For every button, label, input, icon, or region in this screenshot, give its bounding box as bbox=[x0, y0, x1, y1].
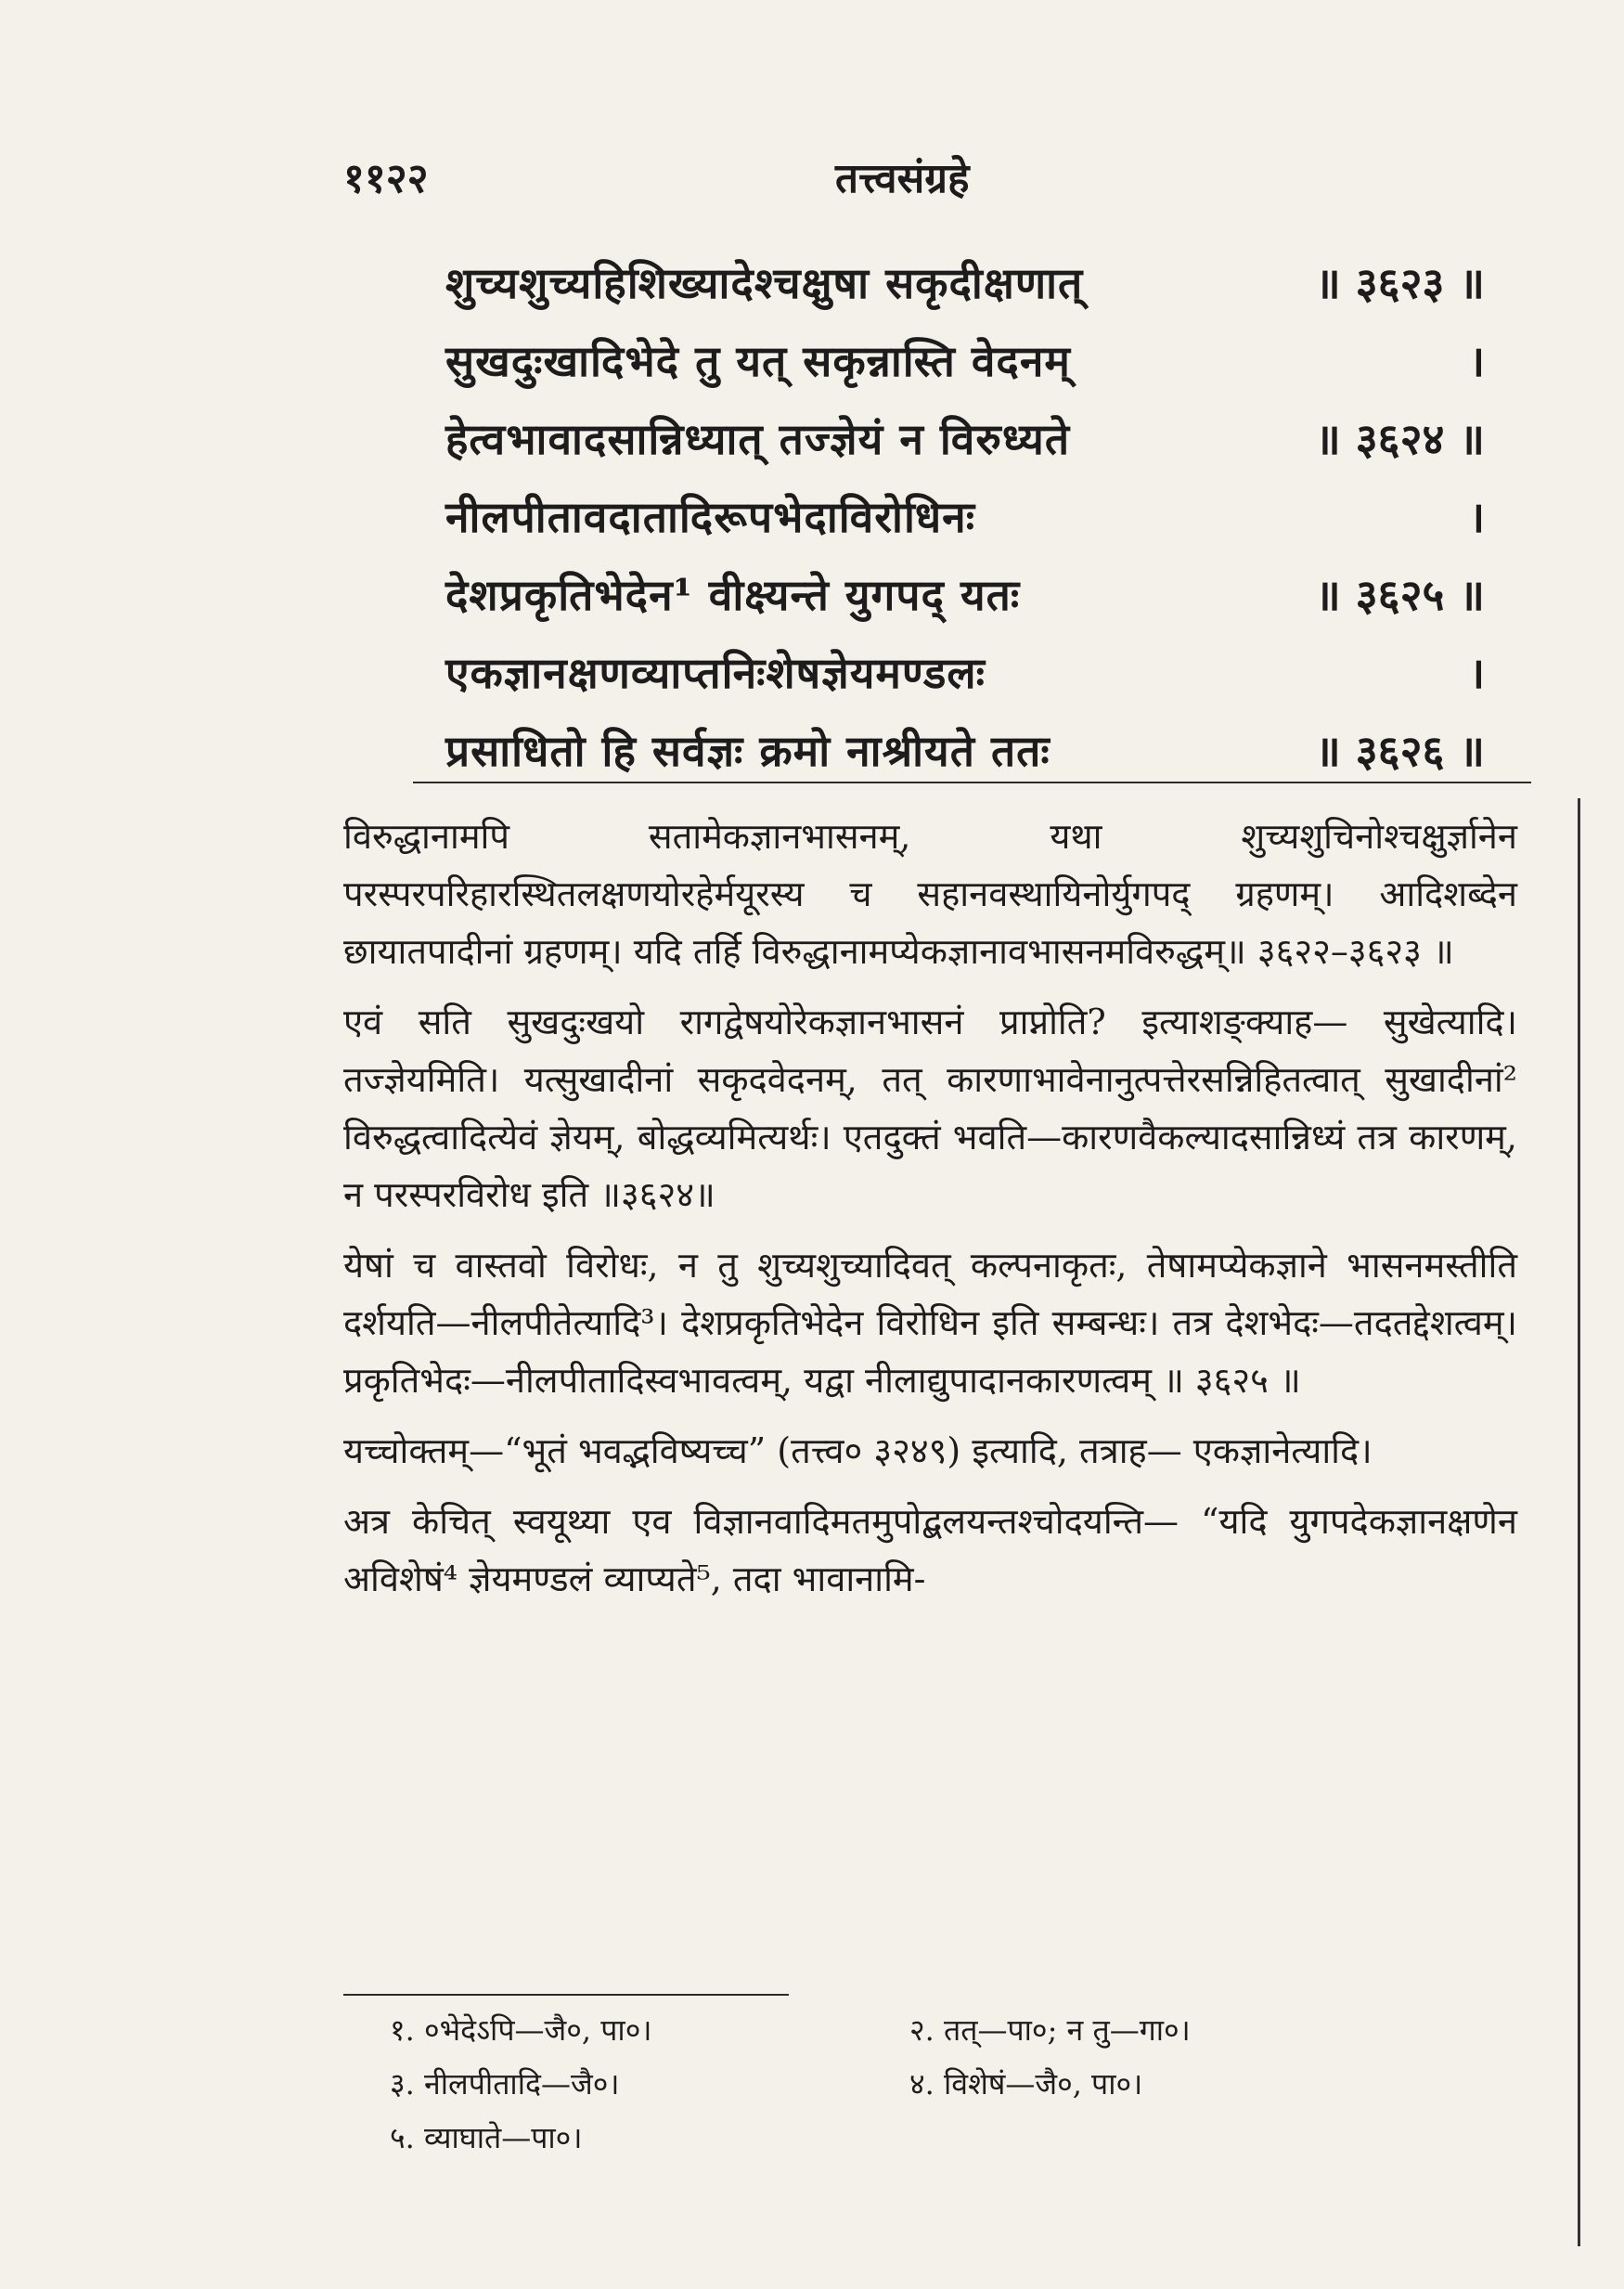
verse-number: ॥ ३६२६ ॥ bbox=[1315, 726, 1485, 776]
verse-text: देशप्रकृतिभेदेन¹ वीक्ष्यन्ते युगपद् यतः bbox=[445, 570, 1021, 620]
verse-danda: । bbox=[1468, 336, 1485, 386]
commentary-paragraph: विरुद्धानामपि सतामेकज्ञानभासनम्, यथा शुच्यशुचिनोश्चक्षुर्ज्ञानेन परस्परपरिहारस्थितलक्षणयोरहेर्मयूरस्य च सहानवस्थायिनोर्युगपद् ग्रहणम्। आदिशब्देन छायातपादीनां ग्रहणम्। यदि तर्हि विरुद्धानामप्येकज्ञानावभासनमविरुद्धम्॥ ३६२२–३६२३ ॥ bbox=[343, 816, 1517, 972]
verse-text: हेत्वभावादसान्निध्यात् तज्ज्ञेयं न विरुध्यते bbox=[445, 414, 1071, 464]
verse-line bbox=[445, 477, 1485, 555]
commentary-paragraph: अत्र केचित् स्वयूथ्या एव विज्ञानवादिमतमुपोद्बलयन्तश्चोदयन्ति— “यदि युगपदेकज्ञानक्षणेन अविशेषं⁴ ज्ञेयमण्डलं व्याप्यते⁵, तदा भावानामि- bbox=[343, 1501, 1517, 1599]
footnote: २. तत्—पा०; न तु—गा०। bbox=[909, 2012, 1191, 2048]
commentary-paragraph: यच्चोक्तम्—“भूतं भवद्भविष्यच्च” (तत्त्व० ३२४९) इत्यादि, तत्राह— एकज्ञानेत्यादि। bbox=[343, 1430, 1373, 1471]
footnote-divider bbox=[343, 1994, 789, 1996]
commentary-block bbox=[343, 808, 1517, 1621]
section-divider bbox=[413, 782, 1531, 783]
verse-number: ॥ ३६२५ ॥ bbox=[1315, 570, 1485, 620]
running-title: तत्त्वसंग्रहे bbox=[835, 155, 970, 202]
commentary-paragraph: येषां च वास्तवो विरोधः, न तु शुच्यशुच्यादिवत् कल्पनाकृतः, तेषामप्येकज्ञाने भासनमस्तीति दर्शयति—नीलपीतेत्यादि³। देशप्रकृतिभेदेन विरोधिन इति सम्बन्धः। तत्र देशभेदः—तदतद्देशत्वम्। प्रकृतिभेदः—नीलपीतादिस्वभावत्वम्, यद्वा नीलाद्युपादानकारणत्वम् ॥ ३६२५ ॥ bbox=[343, 1245, 1517, 1401]
verse-text: नीलपीतावदातादिरूपभेदाविरोधिनः bbox=[445, 492, 975, 542]
commentary-paragraph: एवं सति सुखदुःखयो रागद्वेषयोरेकज्ञानभासनं प्राप्नोति? इत्याशङ्क्याह— सुखेत्यादि। तज्ज्ञेयमिति। यत्सुखादीनां सकृदवेदनम्, तत् कारणाभावेनानुत्पत्तेरसन्निहितत्वात् सुखादीनां² विरुद्धत्वादित्येवं ज्ञेयम्, बोद्धव्यमित्यर्थः। एतदुक्तं भवति—कारणवैकल्यादसान्निध्यं तत्र कारणम्, न परस्परविरोध इति ॥३६२४॥ bbox=[343, 1002, 1517, 1215]
verse-danda: । bbox=[1468, 648, 1485, 698]
verse-text: प्रसाधितो हि सर्वज्ञः क्रमो नाश्रीयते ततः bbox=[445, 726, 1050, 776]
verse-text: एकज्ञानक्षणव्याप्तनिःशेषज्ञेयमण्डलः bbox=[445, 648, 986, 698]
verse-line bbox=[445, 711, 1485, 789]
verse-number: ॥ ३६२३ ॥ bbox=[1315, 258, 1485, 308]
page-header bbox=[343, 149, 1457, 204]
verse-line bbox=[445, 555, 1485, 633]
page-number: ११२२ bbox=[343, 155, 429, 202]
page-edge-line bbox=[1578, 798, 1580, 2246]
verse-danda: । bbox=[1468, 492, 1485, 542]
footnote-row bbox=[390, 2117, 1503, 2171]
verse-block bbox=[445, 243, 1485, 789]
verse-text: शुच्यशुच्यहिशिख्यादेश्चक्षुषा सकृदीक्षणात् bbox=[445, 258, 1084, 308]
footnote: ४. विशेषं—जै०, पा०। bbox=[909, 2066, 1143, 2101]
footnote-row bbox=[390, 2010, 1503, 2063]
footnote-row bbox=[390, 2063, 1503, 2117]
verse-line bbox=[445, 633, 1485, 711]
footnotes-block bbox=[390, 2010, 1503, 2171]
footnote: १. ०भेदेऽपि—जै०, पा०। bbox=[390, 2012, 652, 2048]
verse-number: ॥ ३६२४ ॥ bbox=[1315, 414, 1485, 464]
footnote: ३. नीलपीतादि—जै०। bbox=[390, 2066, 620, 2101]
footnote: ५. व्याघाते—पा०। bbox=[390, 2120, 583, 2155]
verse-line bbox=[445, 399, 1485, 477]
verse-line bbox=[445, 321, 1485, 399]
verse-line bbox=[445, 243, 1485, 321]
footnote bbox=[909, 2117, 1429, 2171]
verse-text: सुखदुःखादिभेदे तु यत् सकृन्नास्ति वेदनम् bbox=[445, 336, 1071, 386]
